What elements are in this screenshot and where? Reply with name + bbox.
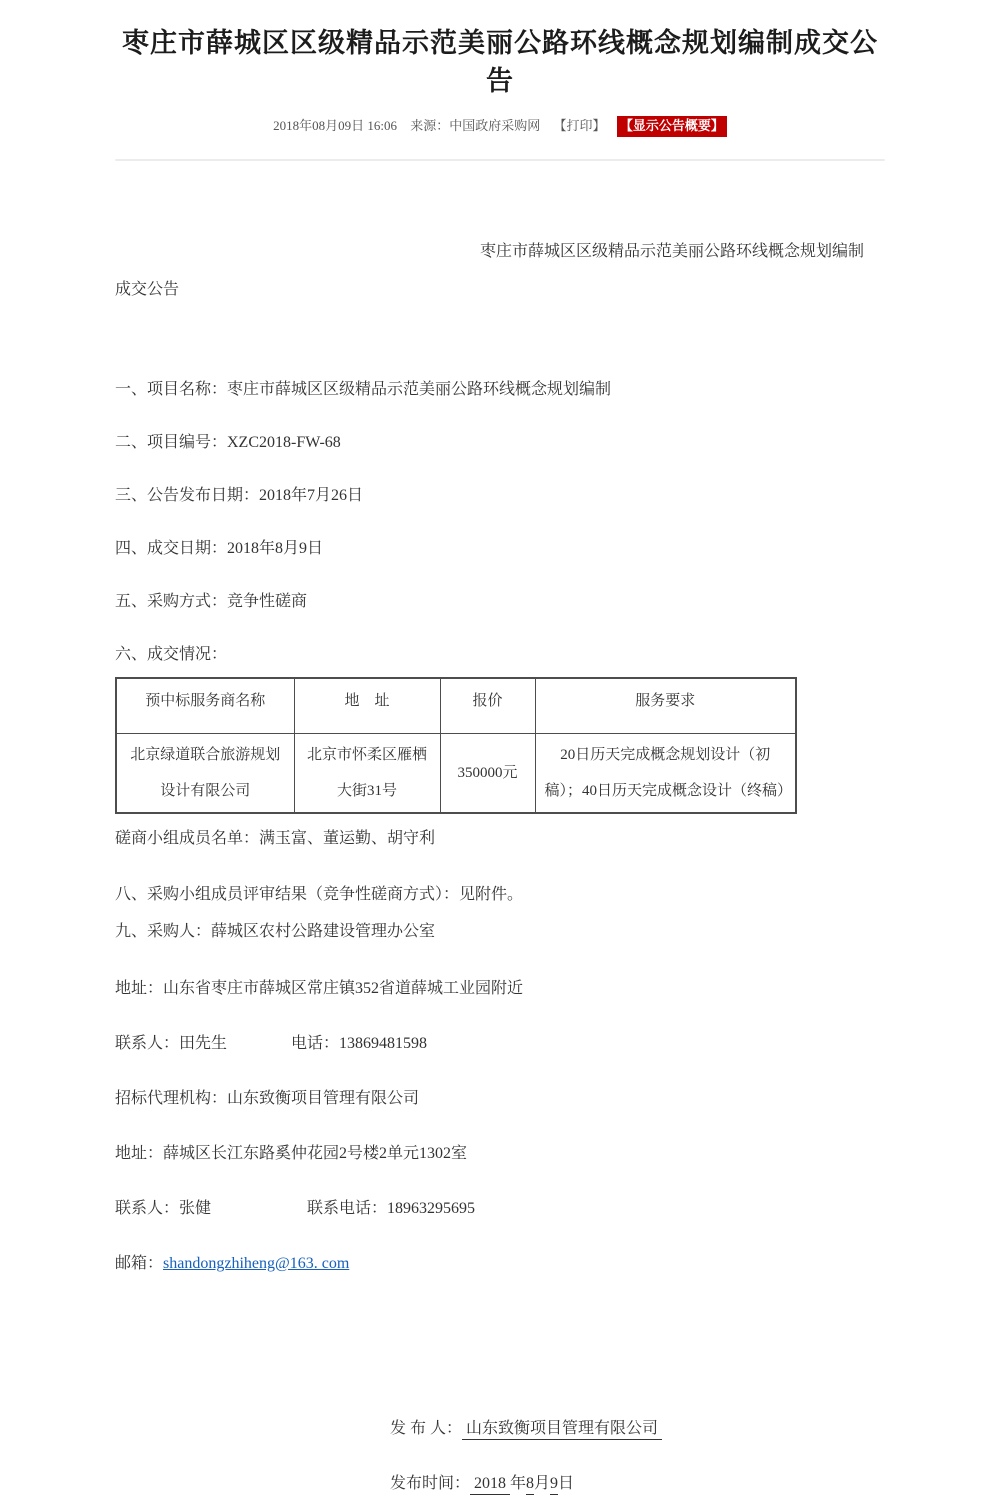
col-header-price: 报价 — [440, 678, 535, 733]
award-table-header — [116, 678, 796, 733]
intro-line-2: 成交公告 — [115, 281, 180, 298]
item-procure-method: 五、采购方式：竞争性磋商 — [115, 593, 308, 610]
meta-bar — [115, 116, 885, 137]
agency-contact: 联系人：张健 联系电话：18963295695 — [115, 1199, 476, 1217]
col-header-address: 地 址 — [294, 678, 440, 733]
numbered-items — [115, 379, 885, 665]
table-row — [116, 733, 796, 813]
month-suffix: 月 — [534, 1474, 551, 1492]
email-label: 邮箱： — [115, 1254, 164, 1272]
year-suffix: 年 — [510, 1474, 527, 1492]
item-notice-date: 三、公告发布日期：2018年7月26日 — [115, 487, 364, 504]
notes-section — [115, 828, 885, 942]
intro-line-1: 枣庄市薛城区区级精品示范美丽公路环线概念规划编制 — [480, 243, 865, 260]
table-header-row — [116, 678, 796, 733]
award-table — [115, 677, 797, 814]
item-award-status: 六、成交情况： — [115, 646, 228, 663]
cell-service: 20日历天完成概念规划设计（初稿）；40日历天完成概念设计（终稿） — [535, 733, 796, 813]
item-purchaser: 九、采购人：薛城区农村公路建设管理办公室 — [115, 922, 436, 940]
publisher-line — [390, 1418, 885, 1439]
email-line — [115, 1253, 885, 1274]
signature-section — [390, 1418, 885, 1494]
print-button[interactable]: 【打印】 — [553, 118, 606, 133]
cell-supplier: 北京绿道联合旅游规划设计有限公司 — [116, 733, 294, 813]
publisher-value: 山东致衡项目管理有限公司 — [462, 1420, 662, 1440]
publish-date-label: 发布时间： — [390, 1474, 471, 1492]
publisher-label: 发 布 人： — [390, 1419, 463, 1437]
item-award-date: 四、成交日期：2018年8月9日 — [115, 540, 324, 557]
agency-name: 招标代理机构：山东致衡项目管理有限公司 — [115, 1089, 420, 1107]
header-divider — [115, 159, 885, 161]
purchaser-contact: 联系人：田先生 电话：13869481598 — [115, 1034, 428, 1052]
intro-paragraph — [115, 233, 885, 309]
award-table-body — [116, 733, 796, 813]
item-project-name: 一、项目名称：枣庄市薛城区区级精品示范美丽公路环线概念规划编制 — [115, 381, 612, 398]
agency-address: 地址：薛城区长江东路奚仲花园2号楼2单元1302室 — [115, 1144, 468, 1162]
item-project-number: 二、项目编号：XZC2018-FW-68 — [115, 434, 341, 451]
col-header-supplier: 预中标服务商名称 — [116, 678, 294, 733]
publish-date-day: 9 — [550, 1475, 558, 1495]
contacts-section — [115, 978, 885, 1274]
col-header-service: 服务要求 — [535, 678, 796, 733]
publish-date-month: 8 — [526, 1475, 534, 1495]
publish-datetime: 2018年08月09日 16:06 — [273, 118, 398, 133]
cell-price: 350000元 — [440, 733, 535, 813]
purchaser-address: 地址：山东省枣庄市薛城区常庄镇352省道薛城工业园附近 — [115, 979, 524, 997]
email-link[interactable]: shandongzhiheng@163. com — [163, 1254, 350, 1272]
day-suffix: 日 — [558, 1474, 575, 1492]
panel-members-line: 磋商小组成员名单：满玉富、董运勤、胡守利 — [115, 829, 436, 847]
show-summary-button[interactable]: 【显示公告概要】 — [617, 116, 727, 137]
item-review-result: 八、采购小组成员评审结果（竞争性磋商方式）：见附件。 — [115, 885, 524, 903]
publish-date-year: 2018 — [470, 1475, 510, 1495]
publish-date-line — [390, 1473, 885, 1494]
source-label: 来源：中国政府采购网 — [410, 118, 541, 133]
cell-address: 北京市怀柔区雁栖大街31号 — [294, 733, 440, 813]
page-title: 枣庄市薛城区区级精品示范美丽公路环线概念规划编制成交公告 — [122, 28, 878, 96]
